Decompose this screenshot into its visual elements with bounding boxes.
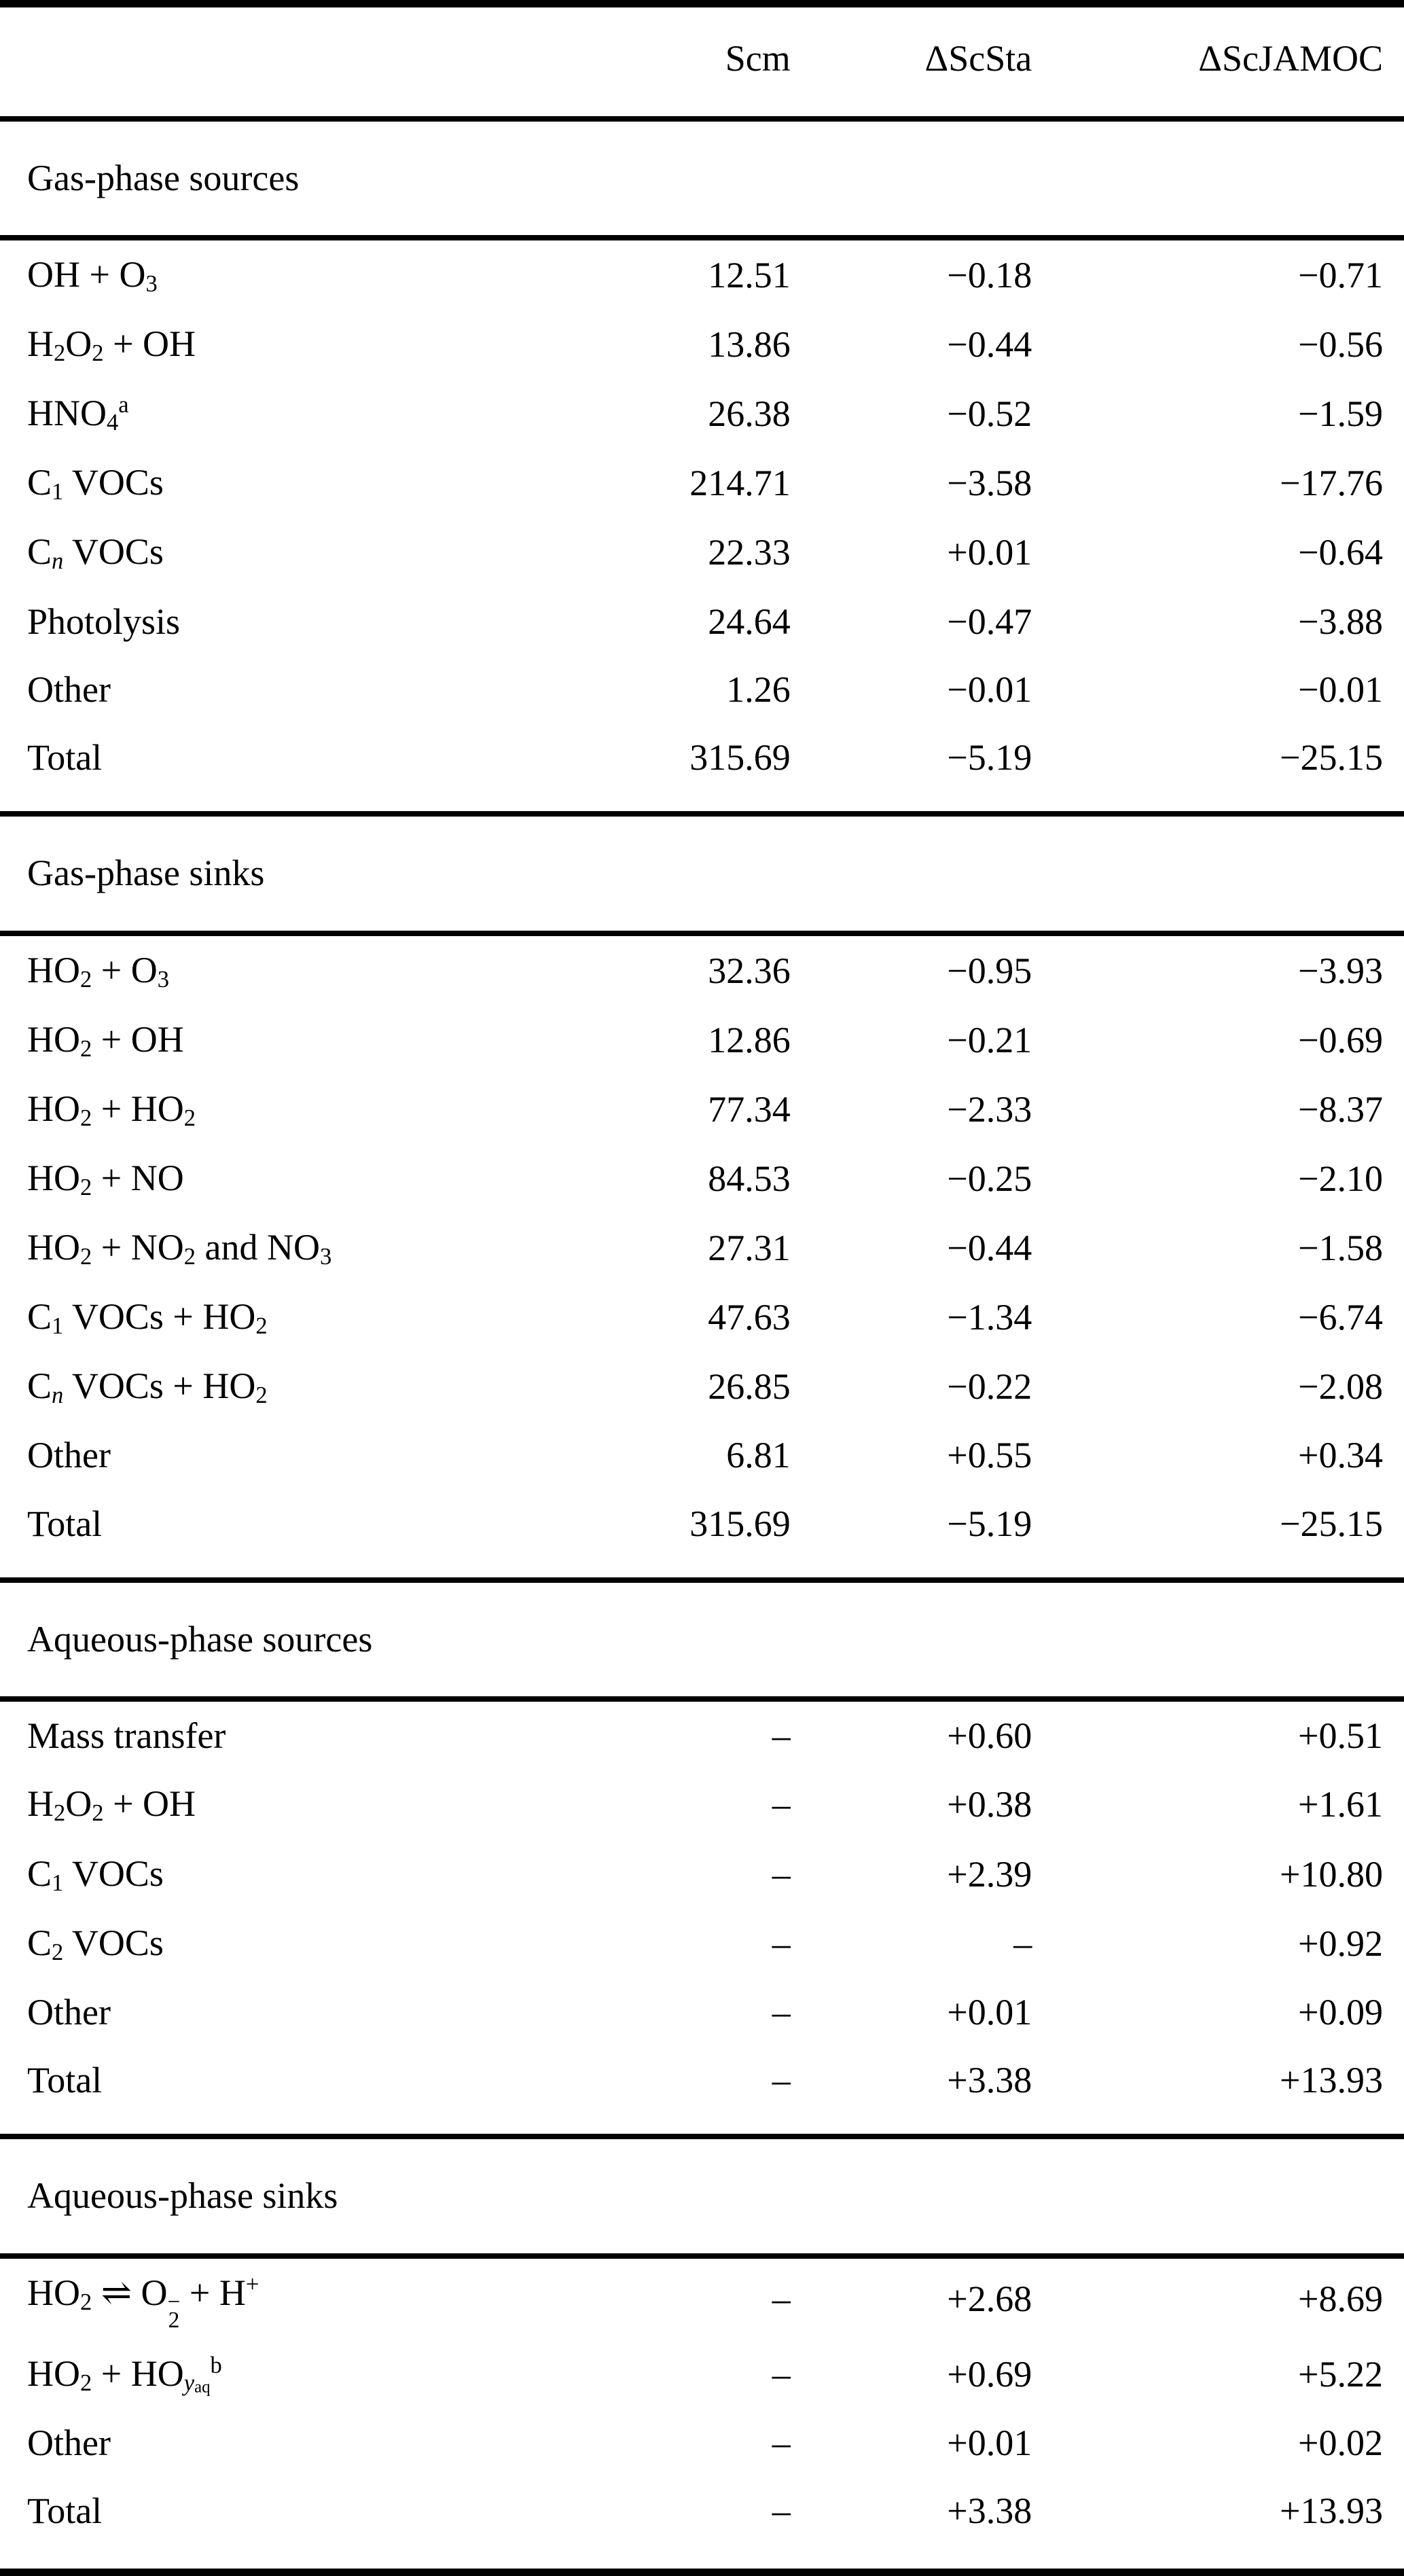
value-cell: +0.09 [1298, 1991, 1383, 2033]
row-label: C1 VOCs [27, 1853, 164, 1896]
subscript: 1 [52, 1313, 64, 1340]
table-row [0, 448, 1404, 518]
value-cell: +0.92 [1298, 1922, 1383, 1964]
value-cell: −5.19 [947, 736, 1032, 778]
row-label: HO2 + HO2 [27, 1088, 196, 1132]
value-cell: −0.25 [947, 1158, 1032, 1199]
value-cell: +0.51 [1298, 1715, 1383, 1757]
subscript: 2 [80, 1105, 92, 1132]
superscript: a [118, 392, 129, 418]
row-label: C1 VOCs [27, 462, 164, 505]
row-label: Cn VOCs + HO2 [27, 1365, 268, 1409]
header-row [0, 4, 1404, 119]
value-cell: +1.61 [1298, 1784, 1383, 1825]
table-row [0, 2046, 1404, 2136]
subscript: 4 [107, 410, 119, 436]
table-row [0, 1490, 1404, 1580]
table-row [0, 1283, 1404, 1352]
value-cell: – [772, 1853, 791, 1895]
row-label: OH + O3 [27, 254, 158, 298]
value-cell: 12.86 [708, 1019, 791, 1060]
value-cell: −3.58 [947, 463, 1032, 504]
value-cell: −2.08 [1298, 1366, 1383, 1408]
subscript: 3 [157, 966, 170, 992]
table-row [0, 1840, 1404, 1909]
table-row [0, 588, 1404, 656]
col-header-scsta: ΔScSta [924, 38, 1032, 79]
value-cell: +5.22 [1298, 2353, 1383, 2395]
value-cell: – [772, 2059, 791, 2100]
table-row [0, 1909, 1404, 1978]
table-row [0, 2340, 1404, 2409]
row-label: H2O2 + OH [27, 1783, 196, 1827]
value-cell: – [772, 2278, 791, 2320]
value-cell: +3.38 [947, 2490, 1032, 2531]
value-cell: −3.93 [1298, 950, 1383, 991]
subscript: 2 [54, 340, 66, 367]
section-heading-row [0, 2136, 1404, 2256]
value-cell: −17.76 [1280, 463, 1383, 504]
value-cell: +8.69 [1298, 2278, 1383, 2320]
subscript: 2 [80, 2289, 92, 2315]
subscript: 3 [145, 271, 158, 298]
row-label: HO2 + O3 [27, 949, 170, 992]
value-cell: 77.34 [708, 1088, 791, 1130]
table-row [0, 379, 1404, 448]
value-cell: – [772, 1922, 791, 1964]
stacked-sup-sub: − 2 [167, 2289, 181, 2333]
value-cell: 24.64 [708, 601, 791, 642]
section-heading: Gas-phase sources [27, 157, 300, 198]
table-row [0, 656, 1404, 723]
row-label: Other [27, 1435, 111, 1476]
value-cell: +0.69 [947, 2353, 1032, 2395]
row-label: Cn VOCs [27, 531, 164, 575]
row-label: HNO4$^a$ [27, 392, 129, 436]
table-row [0, 1770, 1404, 1839]
subscript-italic: n [52, 1382, 64, 1409]
table-row [0, 2256, 1404, 2340]
value-cell: 22.33 [708, 532, 791, 573]
subscript-italic: n [52, 548, 64, 575]
value-cell: +0.01 [947, 2422, 1032, 2463]
value-cell: −6.74 [1298, 1297, 1383, 1338]
value-cell: – [772, 1991, 791, 2033]
value-cell: +0.34 [1298, 1435, 1383, 1476]
value-cell: +2.39 [947, 1853, 1032, 1895]
subscript: 2 [54, 1800, 66, 1827]
row-label: Photolysis [27, 601, 181, 642]
value-cell: +3.38 [947, 2059, 1032, 2100]
subscript: 2 [92, 1800, 104, 1827]
value-cell: +13.93 [1280, 2490, 1383, 2531]
section-heading: Gas-phase sinks [27, 853, 265, 894]
section-heading: Aqueous-phase sources [27, 1618, 373, 1660]
value-cell: 315.69 [689, 1503, 791, 1544]
subscript: 2 [80, 1035, 92, 1062]
value-cell: 13.86 [708, 324, 791, 365]
row-label: C1 VOCs + HO2 [27, 1296, 268, 1340]
subscript: 1 [52, 479, 64, 505]
value-cell: −8.37 [1298, 1088, 1383, 1130]
value-cell: +10.80 [1280, 1853, 1383, 1895]
value-cell: 12.51 [708, 254, 791, 296]
table-row [0, 723, 1404, 814]
value-cell: −3.88 [1298, 601, 1383, 642]
table-header [0, 4, 1404, 119]
section-heading-row [0, 1580, 1404, 1700]
table-row [0, 518, 1404, 587]
value-cell: 47.63 [708, 1297, 791, 1338]
value-cell: −0.69 [1298, 1019, 1383, 1060]
table-row [0, 933, 1404, 1005]
row-label: Other [27, 2422, 111, 2463]
table-row [0, 238, 1404, 310]
subscript: 2 [80, 1175, 92, 1201]
table-row [0, 1699, 1404, 1770]
subscript: 2 [80, 1244, 92, 1270]
value-cell: +2.68 [947, 2278, 1032, 2320]
value-cell: 26.85 [708, 1366, 791, 1408]
value-cell: 26.38 [708, 393, 791, 435]
superscript: b [210, 2352, 222, 2378]
value-cell: −0.22 [947, 1366, 1032, 1408]
subscript: 2 [255, 1313, 268, 1340]
subscript: 2 [183, 1244, 196, 1270]
row-label: H2O2 + OH [27, 323, 196, 367]
section-heading-row [0, 119, 1404, 238]
value-cell: −0.52 [947, 393, 1032, 435]
row-label: Mass transfer [27, 1715, 226, 1757]
value-cell: −0.01 [947, 668, 1032, 710]
row-label: Total [27, 736, 103, 778]
value-cell: −0.47 [947, 601, 1032, 642]
row-label: HO2 + NO2 and NO3 [27, 1227, 332, 1270]
value-cell: 27.31 [708, 1228, 791, 1268]
row-label: Total [27, 1503, 103, 1544]
row-label: HO2 ⇌ O − 2 + H+ [27, 2271, 259, 2333]
subscript: 3 [319, 1244, 332, 1270]
value-cell: +0.02 [1298, 2422, 1383, 2463]
row-label: Other [27, 668, 111, 710]
table-body [0, 119, 1404, 2573]
value-cell: 84.53 [708, 1158, 791, 1199]
row-label: C2 VOCs [27, 1922, 164, 1965]
section-heading-row [0, 814, 1404, 933]
corner-cell [0, 4, 562, 119]
table-row [0, 1005, 1404, 1075]
row-label: HO2 + NO [27, 1157, 184, 1201]
table-row [0, 1213, 1404, 1283]
value-cell: −0.56 [1298, 324, 1383, 365]
table-row [0, 2477, 1404, 2573]
col-header-scjamoc: ΔScJAMOC [1198, 38, 1383, 79]
value-cell: −2.33 [947, 1088, 1032, 1130]
value-cell: −0.71 [1298, 254, 1383, 296]
sub-subscript: aq [194, 2378, 211, 2397]
row-label: Other [27, 1991, 111, 2033]
subscript: 2 [255, 1382, 268, 1409]
subscript: 2 [80, 966, 92, 992]
table-row [0, 1144, 1404, 1213]
value-cell: −0.01 [1298, 668, 1383, 710]
row-label: HO2 + HOyaq$^b$ [27, 2352, 222, 2397]
value-cell: 1.26 [726, 668, 791, 710]
value-cell: – [772, 2490, 791, 2531]
row-label: Total [27, 2059, 103, 2100]
table-row [0, 1978, 1404, 2046]
value-cell: −0.44 [947, 324, 1032, 365]
value-cell: – [772, 2422, 791, 2463]
value-cell: −1.59 [1298, 393, 1383, 435]
value-cell: +0.01 [947, 1991, 1032, 2033]
table-row [0, 1352, 1404, 1421]
value-cell: +0.38 [947, 1784, 1032, 1825]
value-cell: +0.01 [947, 532, 1032, 573]
value-cell: −0.44 [947, 1228, 1032, 1268]
table-row [0, 310, 1404, 379]
value-cell: 6.81 [726, 1435, 791, 1476]
value-cell: – [772, 2353, 791, 2395]
section-heading: Aqueous-phase sinks [27, 2175, 338, 2217]
value-cell: 214.71 [689, 463, 791, 504]
value-cell: +13.93 [1280, 2059, 1383, 2100]
value-cell: −2.10 [1298, 1158, 1383, 1199]
value-cell: −25.15 [1280, 1503, 1383, 1544]
table-row [0, 1421, 1404, 1489]
value-cell: −0.18 [947, 254, 1032, 296]
subscript: 1 [52, 1870, 64, 1896]
subscript: 2 [92, 340, 104, 367]
value-cell: −25.15 [1280, 736, 1383, 778]
subscript: 2 [52, 1939, 64, 1965]
value-cell: – [1013, 1922, 1032, 1964]
table-row [0, 1075, 1404, 1144]
value-cell: −5.19 [947, 1503, 1032, 1544]
col-header-scm: Scm [725, 38, 791, 79]
value-cell: −0.95 [947, 950, 1032, 991]
value-cell: +0.55 [947, 1435, 1032, 1476]
value-cell: −0.21 [947, 1019, 1032, 1060]
subscript: 2 [183, 1105, 196, 1132]
value-cell: −1.58 [1298, 1228, 1383, 1268]
subscript: 2 [80, 2369, 92, 2396]
value-cell: −1.34 [947, 1297, 1032, 1338]
value-cell: −0.64 [1298, 532, 1383, 573]
superscript: + [245, 2271, 259, 2297]
row-label: HO2 + OH [27, 1018, 184, 1062]
value-cell: +0.60 [947, 1715, 1032, 1757]
table-row [0, 2409, 1404, 2477]
row-label: Total [27, 2490, 103, 2531]
subscript-italic: y [183, 2369, 195, 2396]
value-cell: – [772, 1715, 791, 1757]
value-cell: 315.69 [689, 736, 791, 778]
value-cell: 32.36 [708, 950, 791, 991]
value-cell: – [772, 1784, 791, 1825]
